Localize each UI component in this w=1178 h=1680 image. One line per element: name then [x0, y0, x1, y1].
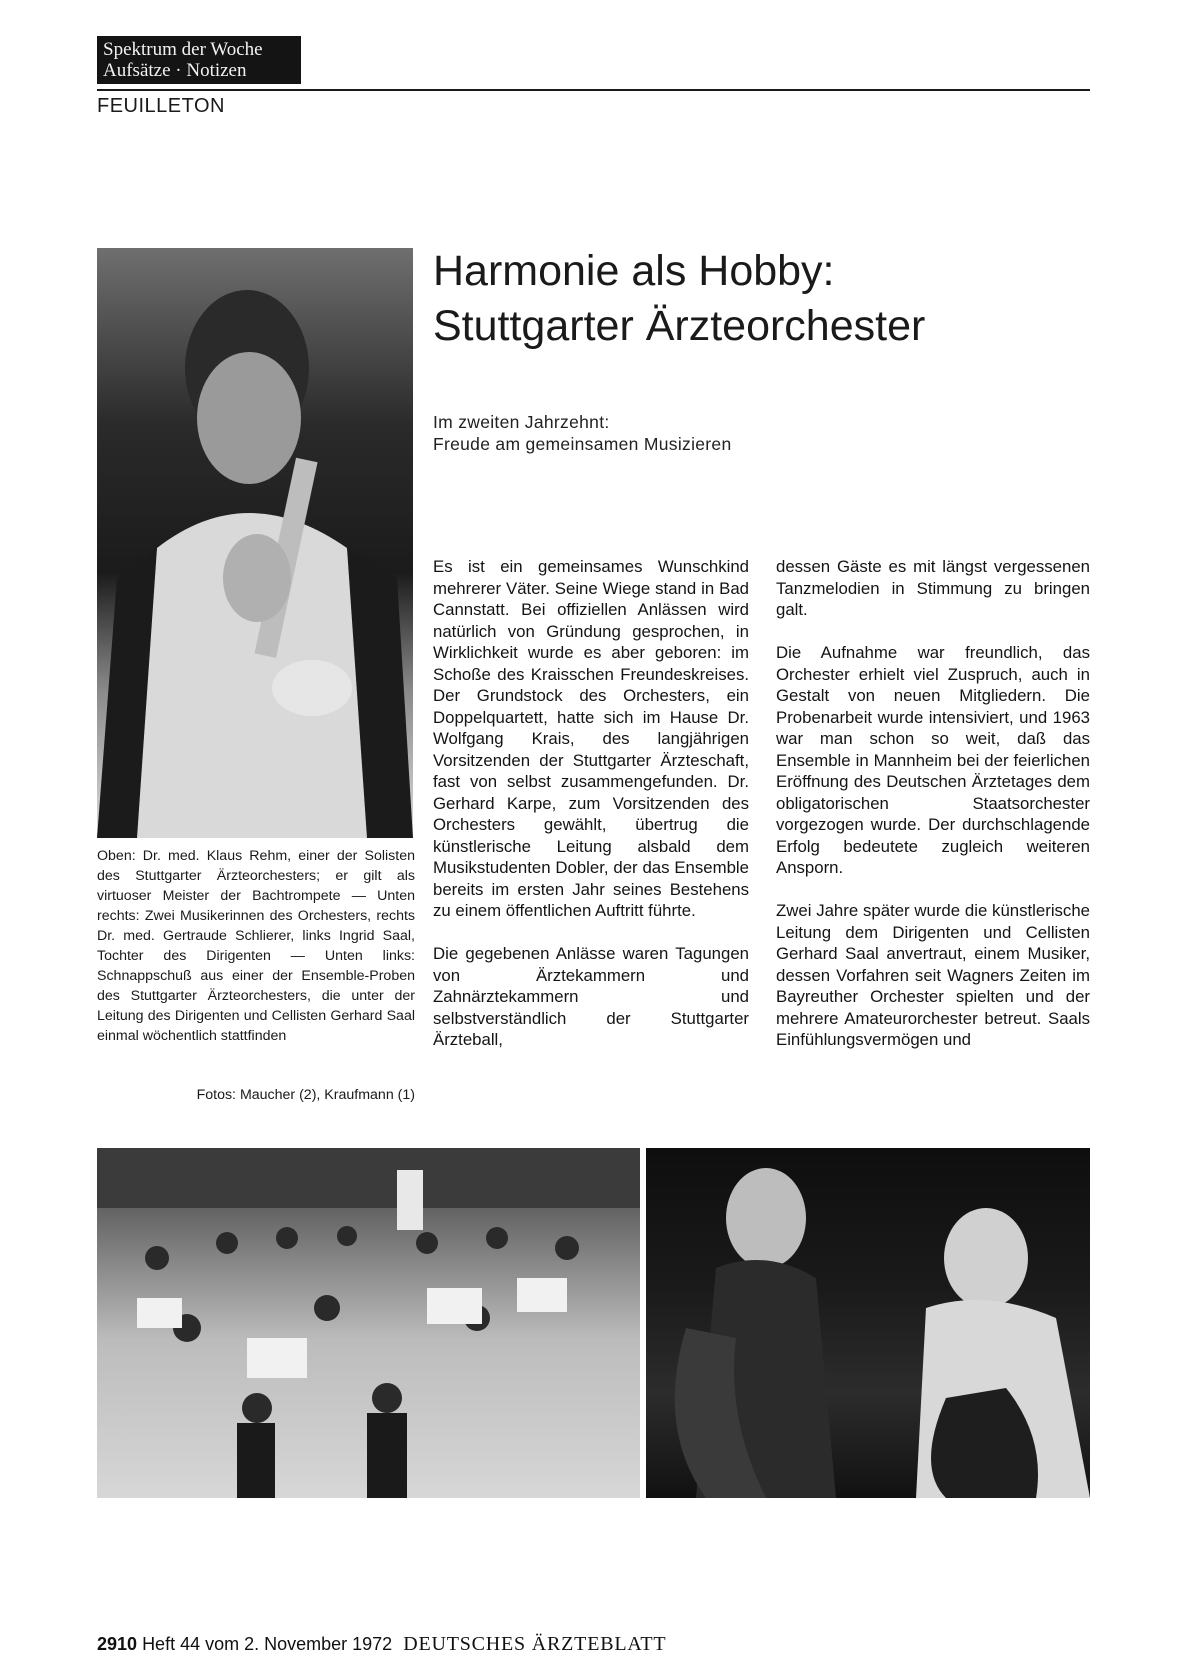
cellists-illustration: [646, 1148, 1090, 1498]
paragraph: Die gegebenen Anlässe waren Tagungen von Ärztekammern und Zahnärztekammern und selbstverständlich der Stuttgarter Ärzteball,: [433, 944, 749, 1049]
body-column-1: [433, 556, 749, 1072]
paragraph: Die Aufnahme war freundlich, das Orchester erhielt viel Zuspruch, auch in Gestalt von neuen Mitgliedern. Die Probenarbeit wurde intensiviert, und 1963 war man schon so weit, daß das Ensemble in Mannheim bei der feierlichen Eröffnung des Deutschen Ärztetages dem obligatorischen Staatsorchester vorgezogen wurde. Der durchschlagende Erfolg bedeutete zugleich weiteren Ansporn.: [776, 643, 1090, 877]
header-rule: [97, 89, 1090, 91]
page-footer: [97, 1633, 666, 1656]
paragraph: Es ist ein gemeinsames Wunschkind mehrerer Väter. Seine Wiege stand in Bad Cannstatt. Bei offiziellen Anlässen wird natürlich von Gründung gesprochen, in Wirklichkeit wurde es aber geboren: im Schoße des Kraisschen Freundeskreises. Der Grundstock des Orchesters, ein Doppelquartett, hatte sich im Hause Dr. Wolfgang Krais, des langjährigen Vorsitzenden der Stuttgarter Ärzteschaft, fast von selbst zusammengefunden. Dr. Gerhard Karpe, zum Vorsitzenden des Orchesters gewählt, übertrug die künstlerische Leitung alsbald dem Musikstudenten Dobler, der das Ensemble bereits im ersten Jahr seines Bestehens zu einem öffentlichen Auftritt führte.: [433, 557, 749, 920]
orchestra-illustration: [97, 1148, 640, 1498]
photo-credits: Fotos: Maucher (2), Kraufmann (1): [196, 1087, 415, 1103]
article-subtitle: [433, 411, 1073, 455]
paragraph: Zwei Jahre später wurde die künstlerische Leitung dem Dirigenten und Cellisten Gerhard Saal anvertraut, einem Musiker, dessen Vorfahren seit Wagners Zeiten im Bayreuther Orchester spielten und der mehrere Amateurorchester betreut. Saals Einfühlungsvermögen und: [776, 901, 1090, 1049]
subtitle-line-1: Im zweiten Jahrzehnt:: [433, 412, 610, 432]
masthead: DEUTSCHES ÄRZTEBLATT: [403, 1633, 667, 1655]
trumpet-player-illustration: [97, 248, 413, 838]
title-line-1: Harmonie als Hobby:: [433, 247, 835, 295]
page-number: 2910: [97, 1634, 138, 1654]
cellists-photo: [646, 1148, 1090, 1498]
badge-line-2: Aufsätze · Notizen: [103, 60, 247, 81]
section-badge: [97, 36, 301, 84]
section-label: FEUILLETON: [97, 95, 225, 117]
article-title: [433, 244, 1073, 354]
paragraph: dessen Gäste es mit längst vergessenen Tanzmelodien in Stimmung zu bringen galt.: [776, 557, 1090, 619]
issue-info: Heft 44 vom 2. November 1972: [142, 1634, 393, 1654]
subtitle-line-2: Freude am gemeinsamen Musizieren: [433, 434, 732, 454]
badge-line-1: Spektrum der Woche: [103, 39, 263, 60]
trumpet-player-photo: [97, 248, 413, 838]
photo-caption: Oben: Dr. med. Klaus Rehm, einer der Solisten des Stuttgarter Ärzteorchesters; er gilt als virtuoser Meister der Bachtrompete — Unten rechts: Zwei Musikerinnen des Orchesters, rechts Dr. med. Gertraude Schlierer, links Ingrid Saal, Tochter des Dirigenten — Unten links: Schnappschuß aus einer der Ensemble-Proben des Stuttgarter Ärzteorchesters, die unter der Leitung des Dirigenten und Cellisten Gerhard Saal einmal wöchentlich stattfinden: [97, 848, 415, 1044]
title-line-2: Stuttgarter Ärzteorchester: [433, 302, 926, 350]
orchestra-rehearsal-photo: [97, 1148, 640, 1498]
body-column-2: [776, 556, 1090, 1072]
